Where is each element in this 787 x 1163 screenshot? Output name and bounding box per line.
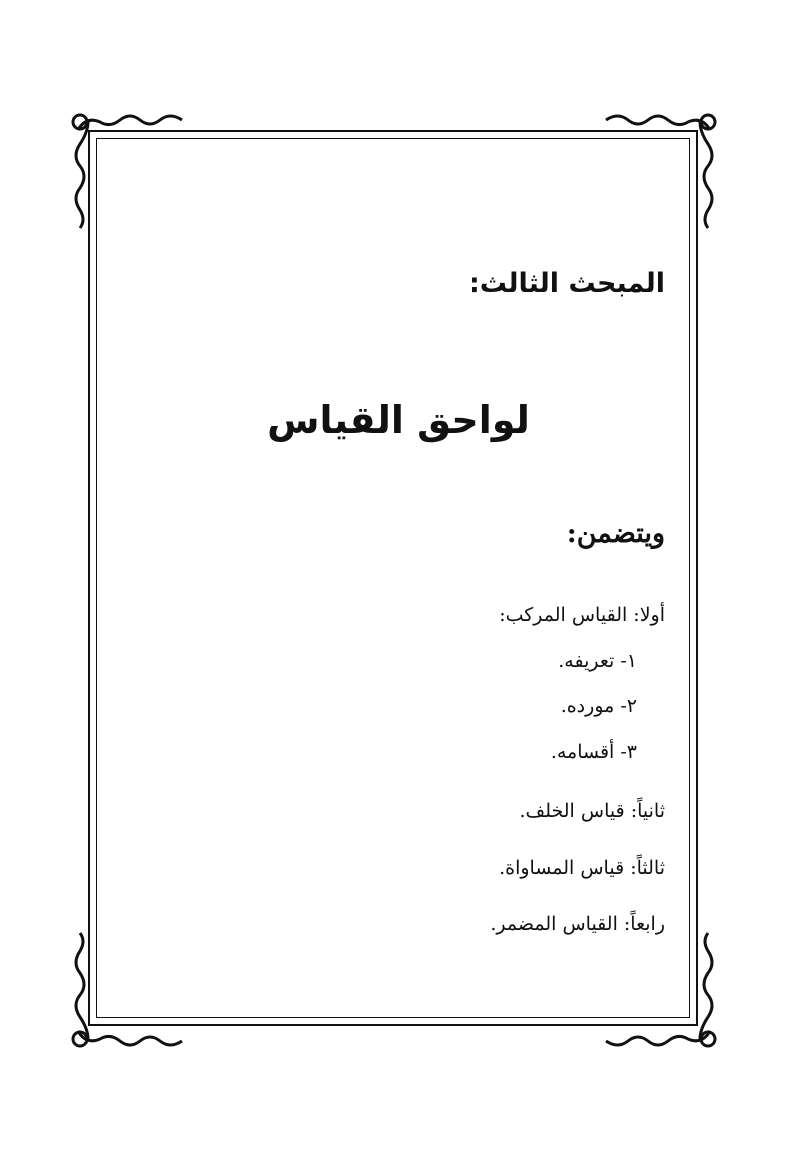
list-item: ٢- مورده. [560, 695, 637, 717]
contains-label: ويتضمن: [566, 518, 665, 549]
page-title: لواحق القياس [267, 398, 530, 442]
list-item: ثانياً: قياس الخلف. [519, 800, 665, 822]
corner-ornament-top-right [592, 108, 722, 243]
corner-ornament-bottom-left [66, 918, 196, 1053]
list-item: ٣- أقسامه. [550, 741, 637, 763]
corner-ornament-bottom-right [592, 918, 722, 1053]
list-item: رابعاً: القياس المضمر. [490, 913, 665, 935]
corner-ornament-top-left [66, 108, 196, 243]
list-item: أولا: القياس المركب: [499, 604, 665, 626]
list-item: ١- تعريفه. [558, 650, 637, 672]
list-item: ثالثاً: قياس المساواة. [499, 857, 665, 879]
section-label: المبحث الثالث: [468, 268, 665, 299]
